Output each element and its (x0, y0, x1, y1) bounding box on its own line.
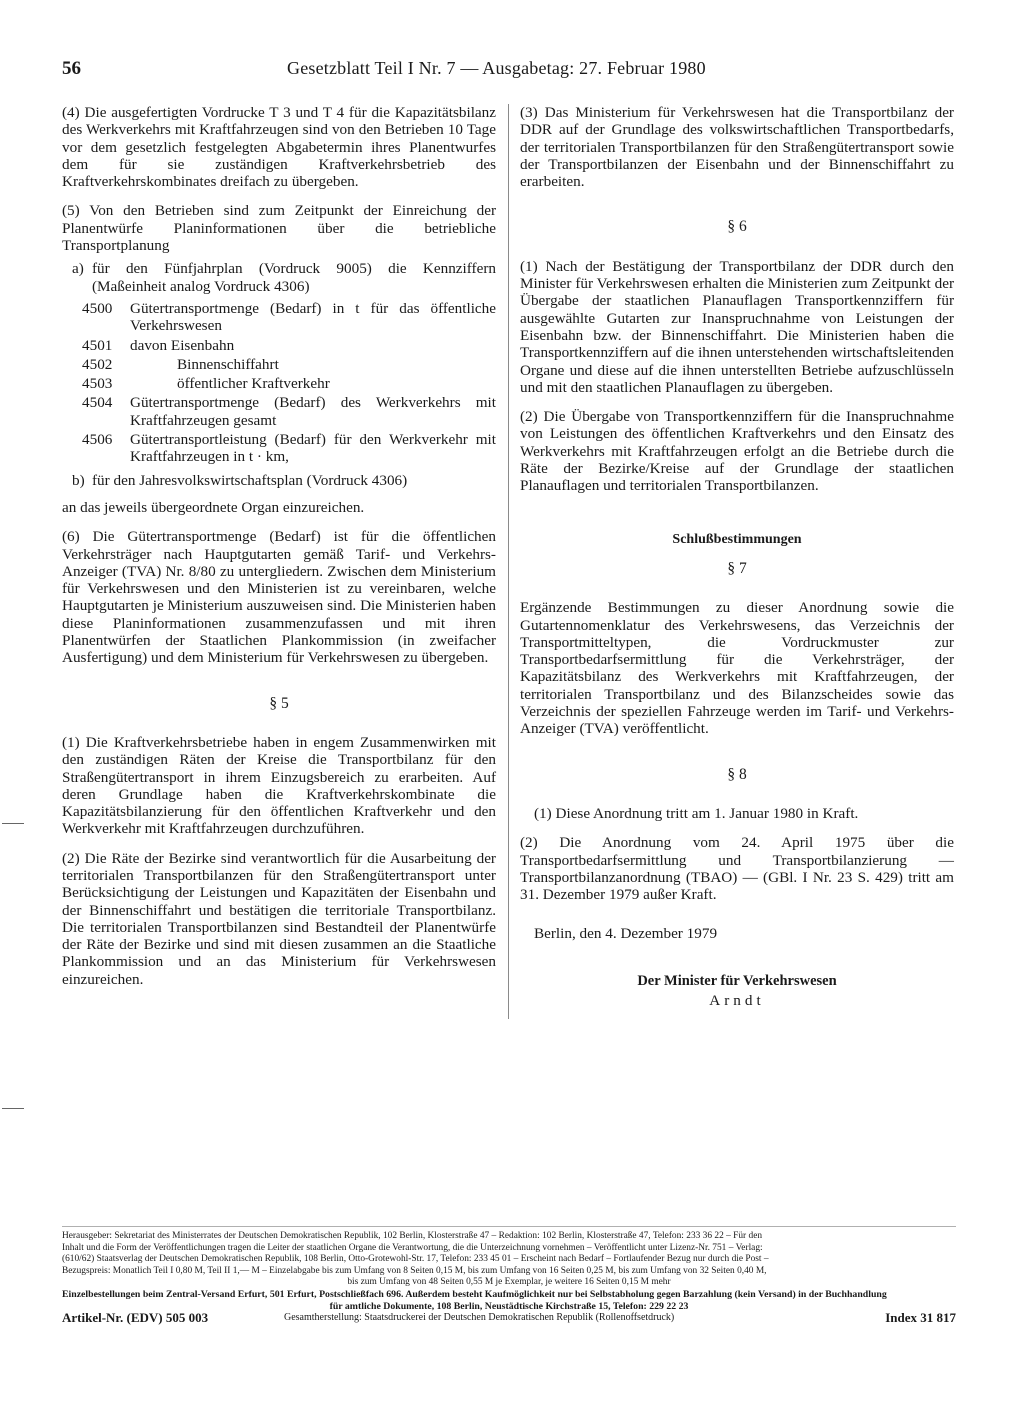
code-number: 4502 (82, 355, 113, 373)
code-list (82, 300, 496, 466)
imprint-line: bis zum Umfang von 48 Seiten 0,55 M je Exemplar, je weitere 16 Seiten 0,15 M mehr (347, 1277, 671, 1288)
code-text: Gütertransportleistung (Bedarf) für den Werkverkehr mit Kraftfahrzeugen in t · km, (130, 431, 496, 466)
left-column (62, 104, 496, 1000)
printer-credit: Gesamtherstellung: Staatsdruckerei der Deutschen Demokratischen Republik (Rollenoffsetdruck) (284, 1312, 675, 1323)
imprint (62, 1226, 956, 1312)
list-item-letter: a) (72, 260, 84, 278)
place-and-date: Berlin, den 4. Dezember 1979 (534, 925, 718, 943)
imprint-line: Herausgeber: Sekretariat des Ministerrates der Deutschen Demokratischen Republik, 102 Berlin, Klosterstraße 47 – Redaktion: 102 Berlin, Klosterstraße 47, Telefon: 233 36 22 – Für den (62, 1231, 763, 1241)
final-provisions-title: Schlußbestimmungen (672, 531, 802, 547)
code-number: 4503 (82, 375, 113, 393)
right-column (520, 104, 954, 1009)
code-text: Gütertransportmenge (Bedarf) in t für das öffentliche Verkehrswesen (130, 299, 496, 335)
code-text: öffentlicher Kraftverkehr (177, 375, 330, 393)
paragraph-7: Ergänzende Bestimmungen zu dieser Anordnung sowie die Gutartennomenklatur des Verkehrswesens, das Verzeichnis der Transportmitteltypen, die Vordruckmuster zur Transportbedarfsermittlung für die Verkehrsträger, der Kapazitätsbilanz des Werkverkehrs mit Kraftfahrzeugen, der territorialen Transportbilanz und des Bilanzscheides sowie das Verzeichnis der speziellen Fahrzeuge werden im Tarif- und Verkehrs-Anzeiger (TVA) veröffentlicht. (520, 599, 954, 738)
margin-mark (2, 1108, 24, 1109)
imprint-line: Inhalt und die Form der Veröffentlichungen tragen die Leiter der staatlichen Organe die Verantwortung, die die Unterzeichnung vornehmen – Veröffentlicht unter Lizenz-Nr. 751 – Verlag: (62, 1242, 763, 1253)
code-row (82, 356, 496, 373)
footer-row (62, 1308, 956, 1328)
list-item-text: für den Fünfjahrplan (Vordruck 9005) die Kennziffern (Maßeinheit analog Vordruck 4306) (92, 260, 496, 295)
code-text: Binnenschiffahrt (177, 355, 279, 373)
orders-line: Einzelbestellungen beim Zentral-Versand Erfurt, 501 Erfurt, Postschließfach 696. Außerdem besteht Kaufmöglichkeit nur bei Selbstabholung gegen Barzahlung (kein Versand) in der Buchhandlung (62, 1288, 887, 1300)
code-number: 4506 (82, 431, 113, 449)
paragraph-4-1: (4) Die ausgefertigten Vordrucke T 3 und T 4 für die Kapazitätsbilanz des Werkverkehrs mit Kraftfahrzeugen sind von den Betrieben 10 Tage vor dem gesetzlich festgelegten Abgabetermin ihres Planentwurfes dem für sie zuständigen Kraftverkehrsbetrieb des Kraftverkehrskombinates dreifach zu übergeben. (62, 104, 496, 191)
paragraph-4-5-intro: (5) Von den Betrieben sind zum Zeitpunkt der Einreichung der Planentwürfe Planinformationen über die betriebliche Transportplanung (62, 202, 496, 255)
code-row (82, 431, 496, 466)
paragraph-4-3: (3) Das Ministerium für Verkehrswesen hat die Transportbilanz der DDR auf der Grundlage des volkswirtschaftlichen Transportbedarfs, der territorialen Transportbilanzen für den Straßengütertransport sowie der Transportbilanzen der Eisenbahn und der Binnenschiffahrt zu erarbeiten. (520, 104, 954, 191)
paragraph-8-2: (2) Die Anordnung vom 24. April 1975 über die Transportbedarfsermittlung und Transportbilanzierung — Transportbilanzanordnung (TBAO) — (GBl. I Nr. 23 S. 429) tritt am 31. Dezember 1979 außer Kraft. (520, 834, 954, 904)
article-number: Artikel-Nr. (EDV) 505 003 (62, 1310, 209, 1325)
section-6-heading: § 6 (727, 218, 747, 236)
margin-mark (2, 823, 24, 824)
code-text: davon Eisenbahn (130, 336, 235, 354)
page-number: 56 (62, 58, 81, 79)
code-number: 4500 (82, 299, 113, 317)
code-row (82, 375, 496, 392)
paragraph-8-1: (1) Diese Anordnung tritt am 1. Januar 1980 in Kraft. (534, 804, 859, 822)
code-text: Gütertransportmenge (Bedarf) des Werkverkehrs mit Kraftfahrzeugen gesamt (130, 394, 496, 429)
paragraph-4-6: (6) Die Gütertransportmenge (Bedarf) ist für die öffentlichen Verkehrsträger nach Hauptgutarten gemäß Tarif- und Verkehrs-Anzeiger (TVA) Nr. 8/80 zu untergliedern. Zwischen dem Ministerium für Verkehrswesen und den Ministerien ist zu vereinbaren, welche Hauptgutarten je Ministerium auszuweisen sind. Die Ministerien haben diese Planinformationen zusammenzufassen und mit ihren Planentwürfen der Staatlichen Plankommission (in zweifacher Ausfertigung) und dem Ministerium für Verkehrswesen zu übergeben. (62, 528, 496, 667)
code-number: 4504 (82, 394, 113, 412)
imprint-line: Bezugspreis: Monatlich Teil I 0,80 M, Teil II 1,— M – Einzelabgabe bis zum Umfang von 8 Seiten 0,15 M, bis zum Umfang von 16 Seiten 0,25 M, bis zum Umfang von 32 Seiten 0,40 M, (62, 1265, 767, 1276)
section-5-heading: § 5 (269, 694, 289, 712)
running-head: Gesetzblatt Teil I Nr. 7 — Ausgabetag: 27. Februar 1980 (287, 58, 706, 78)
column-divider (508, 104, 509, 1019)
index-number: Index 31 817 (885, 1310, 956, 1325)
imprint-line: (610/62) Staatsverlag der Deutschen Demokratischen Republik, 108 Berlin, Otto-Grotewohl-Str. 17, Telefon: 233 45 01 – Erscheint nach Bedarf – Fortlaufender Bezug nur durch die Post – (62, 1254, 769, 1265)
paragraph-5-1: (1) Die Kraftverkehrsbetriebe haben in engem Zusammenwirken mit den zuständigen Räten der Kreise die Transportbilanz für den Straßengütertransport in ihrem Einzugsbereich zu erarbeiten. Auf deren Grundlage haben die Kraftverkehrskombinate die Kapazitätsbilanzierung für den öffentlichen Kraftverkehr und den Werkverkehr mit Kraftfahrzeugen durchzuführen. (62, 733, 496, 838)
list-item-b (62, 472, 496, 489)
list-item-a (62, 260, 496, 295)
paragraph-5-2: (2) Die Räte der Bezirke sind verantwortlich für die Ausarbeitung der territorialen Transportbilanzen für den Straßengütertransport unter Berücksichtigung der Leistungen und Kapazitäten der Eisenbahn und der Binnenschiffahrt und bestätigen die territoriale Transportbilanz. Die territorialen Transportbilanzen sind Bestandteil der Planentwürfe der Räte der Bezirke und sind mit diesen zusammen an die Staatliche Plankommission und an das Ministerium für Verkehrswesen einzureichen. (62, 849, 496, 988)
orders-line: für amtliche Dokumente, 108 Berlin, Neustädtische Kirchstraße 15, Telefon: 229 22 23 (329, 1300, 689, 1312)
code-number: 4501 (82, 336, 113, 354)
list-item-letter: b) (72, 471, 85, 489)
paragraph-6-1: (1) Nach der Bestätigung der Transportbilanz der DDR durch den Minister für Verkehrswesen erhalten die Ministerien zum Zeitpunkt der Übergabe der staatlichen Planauflagen Transportkennziffern für ausgewählte Gutarten zur Inanspruchnahme von Leistungen der Eisenbahn bzw. der Binnenschiffahrt. Die Ministerien haben die Transportkennziffern auf die ihnen unterstehenden wirtschaftsleitenden Organe und diese auf die ihnen unterstellten Betriebe aufzuschlüsseln und mit den staatlichen Planauflagen zu übergeben. (520, 257, 954, 396)
list-item-text: für den Jahresvolkswirtschaftsplan (Vordruck 4306) (92, 471, 408, 489)
section-8-heading: § 8 (727, 765, 747, 783)
paragraph-6-2: (2) Die Übergabe von Transportkennziffern für die Inanspruchnahme von Leistungen des öffentlichen Kraftverkehrs und den Einsatz des Werkverkehrs mit Kraftfahrzeugen erfolgt an die Betriebe durch die Räte der Bezirke/Kreise auf der Grundlage der staatlichen Planauflagen und territorialen Transportbilanzen. (520, 408, 954, 495)
minister-name: Arndt (709, 991, 765, 1009)
minister-title: Der Minister für Verkehrswesen (637, 972, 837, 989)
code-row (82, 394, 496, 429)
code-row (82, 337, 496, 354)
page-header (62, 58, 952, 84)
paragraph-4-5-end: an das jeweils übergeordnete Organ einzureichen. (62, 498, 365, 516)
code-row (82, 300, 496, 335)
section-7-heading: § 7 (727, 559, 747, 577)
